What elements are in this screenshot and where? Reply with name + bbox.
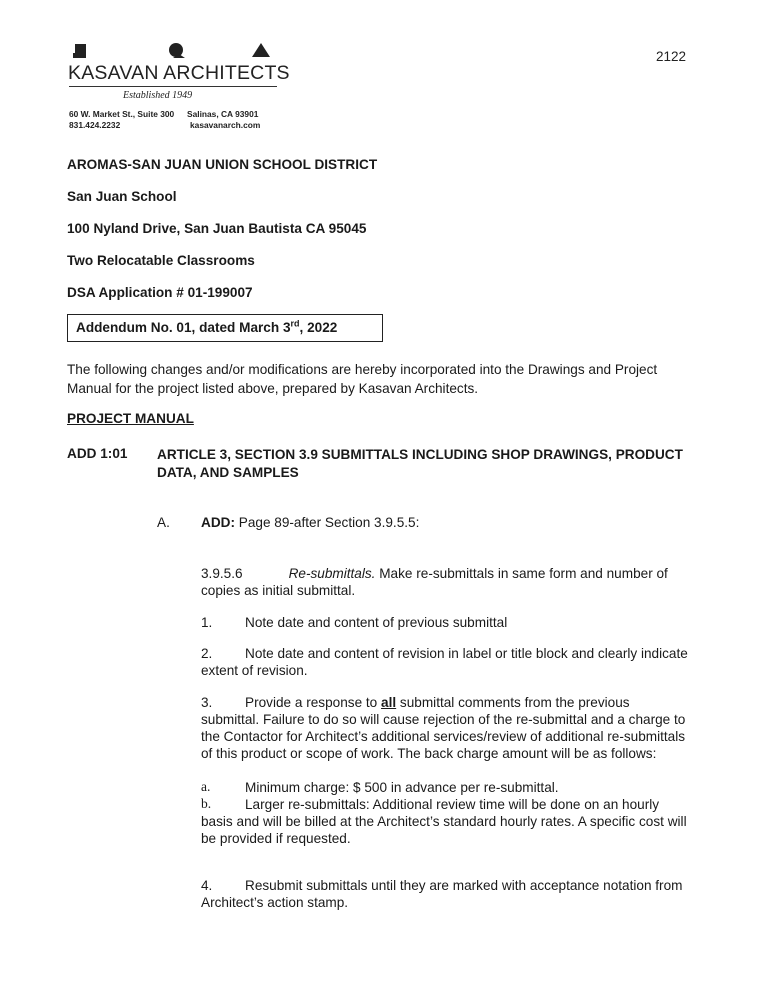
- project-address: 100 Nyland Drive, San Juan Bautista CA 95045: [67, 221, 367, 236]
- item-b-line3: be provided if requested.: [201, 831, 351, 846]
- logo-divider: [69, 86, 277, 87]
- logo-mark-icons: [73, 40, 283, 60]
- sub-a-text: ADD: Page 89-after Section 3.9.5.5:: [201, 515, 420, 530]
- dsa-application: DSA Application # 01-199007: [67, 285, 253, 300]
- address-street: 60 W. Market St., Suite 300: [69, 109, 175, 119]
- item-3-line3: the Contactor for Architect’s additional services/review of additional re-submittals: [201, 729, 686, 744]
- website: kasavanarch.com: [190, 120, 261, 130]
- item-3-line4: of this product or scope of work. The back charge amount will be as follows:: [201, 746, 657, 761]
- established-line: Established 1949: [123, 90, 193, 101]
- item-b-line2: basis and will be billed at the Architect’s standard hourly rates. A specific cost will: [201, 814, 687, 829]
- intro-paragraph: The following changes and/or modifications are hereby incorporated into the Drawings and Project Manual for the project listed above, prepared by Kasavan Architects.: [67, 362, 658, 396]
- item-3-line2: submittal. Failure to do so will cause rejection of the re-submittal and a charge to: [201, 712, 686, 727]
- addendum-box: [67, 314, 383, 342]
- item-a-letter: a.: [201, 779, 211, 794]
- item-4-line2: Architect’s action stamp.: [201, 895, 349, 910]
- firm-name: KASAVAN ARCHITECTS: [68, 62, 290, 84]
- district-name: AROMAS-SAN JUAN UNION SCHOOL DISTRICT: [67, 157, 378, 172]
- item-4-line1: Resubmit submittals until they are marked with acceptance notation from: [245, 878, 683, 893]
- project-scope: Two Relocatable Classrooms: [67, 253, 255, 268]
- address-city: Salinas, CA 93901: [187, 109, 259, 119]
- item-id: ADD 1:01: [67, 446, 128, 461]
- item-2-line1: Note date and content of revision in label or title block and clearly indicate: [245, 646, 688, 661]
- clause-line1: 3.9.5.6 Re-submittals. Make re-submittals in same form and number of: [201, 566, 668, 581]
- phone-number: 831.424.2232: [69, 120, 121, 130]
- logo-triangle-icon: [252, 43, 270, 57]
- item-3-number: 3.: [201, 695, 213, 710]
- page-number: 2122: [656, 49, 687, 64]
- item-b-line1: Larger re-submittals: Additional review time will be done on an hourly: [245, 797, 660, 812]
- item-a-text: Minimum charge: $ 500 in advance per re-submittal.: [245, 780, 559, 795]
- addendum-title: Addendum No. 01, dated March 3rd, 2022: [76, 318, 338, 335]
- clause-line2: copies as initial submittal.: [201, 583, 356, 598]
- item-1-number: 1.: [201, 615, 213, 630]
- logo-circle-icon: [169, 43, 185, 58]
- logo-square-icon: [73, 44, 86, 58]
- item-2-line2: extent of revision.: [201, 663, 308, 678]
- section-title: PROJECT MANUAL: [67, 411, 194, 426]
- item-1-text: Note date and content of previous submittal: [245, 615, 508, 630]
- item-4-number: 4.: [201, 878, 213, 893]
- sub-a-letter: A.: [157, 515, 170, 530]
- item-3-line1: Provide a response to all submittal comments from the previous: [245, 695, 630, 710]
- item-b-letter: b.: [201, 796, 212, 811]
- item-title: ARTICLE 3, SECTION 3.9 SUBMITTALS INCLUDING SHOP DRAWINGS, PRODUCT DATA, AND SAMPLES: [157, 447, 683, 480]
- school-name: San Juan School: [67, 189, 177, 204]
- item-2-number: 2.: [201, 646, 213, 661]
